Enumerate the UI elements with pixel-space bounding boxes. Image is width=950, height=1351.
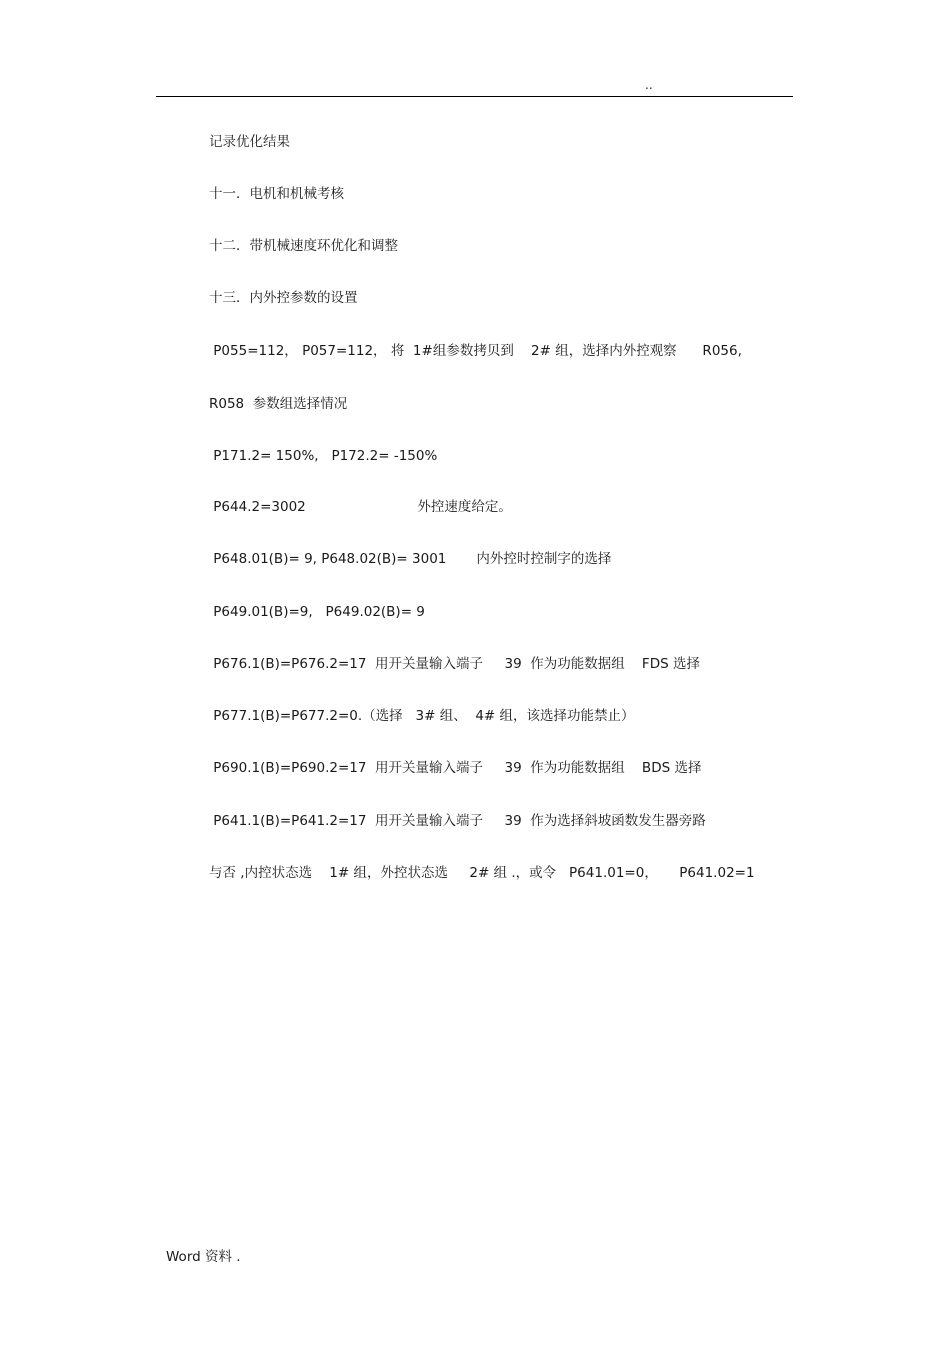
text-line-13: P690.1(B)=P690.2=17 用开关量输入端子 39 作为功能数据组 BDS 选择: [209, 760, 702, 776]
text-line-8: P644.2=3002 外控速度给定。: [209, 499, 512, 515]
text-line-15: 与否 ,内控状态选 1# 组，外控状态选 2# 组 .，或令 P641.01=0， P641.02=1: [209, 865, 755, 881]
text-line-4: 十三．内外控参数的设置: [209, 290, 358, 306]
text-line-3: 十二．带机械速度环优化和调整: [209, 238, 398, 254]
text-line-10: P649.01(B)=9, P649.02(B)= 9: [209, 604, 425, 620]
text-line-9: P648.01(B)= 9, P648.02(B)= 3001 内外控时控制字的选择: [209, 551, 612, 567]
text-line-14: P641.1(B)=P641.2=17 用开关量输入端子 39 作为选择斜坡函数发生器旁路: [209, 813, 706, 829]
text-line-12: P677.1(B)=P677.2=0.（选择 3# 组、 4# 组，该选择功能禁止）: [209, 708, 635, 724]
text-line-7: P171.2= 150%, P172.2= -150%: [209, 448, 438, 464]
text-line-1: 记录优化结果: [209, 134, 290, 150]
header-mark: ..: [645, 78, 653, 92]
header-rule: [156, 96, 793, 97]
text-line-5: P055=112， P057=112， 将 1#组参数拷贝到 2# 组，选择内外控观察 R056,: [209, 343, 742, 359]
text-line-11: P676.1(B)=P676.2=17 用开关量输入端子 39 作为功能数据组 FDS 选择: [209, 656, 700, 672]
text-line-2: 十一．电机和机械考核: [209, 186, 344, 202]
text-line-6: R058 参数组选择情况: [209, 396, 348, 412]
footer-text: Word 资料 .: [166, 1249, 241, 1265]
